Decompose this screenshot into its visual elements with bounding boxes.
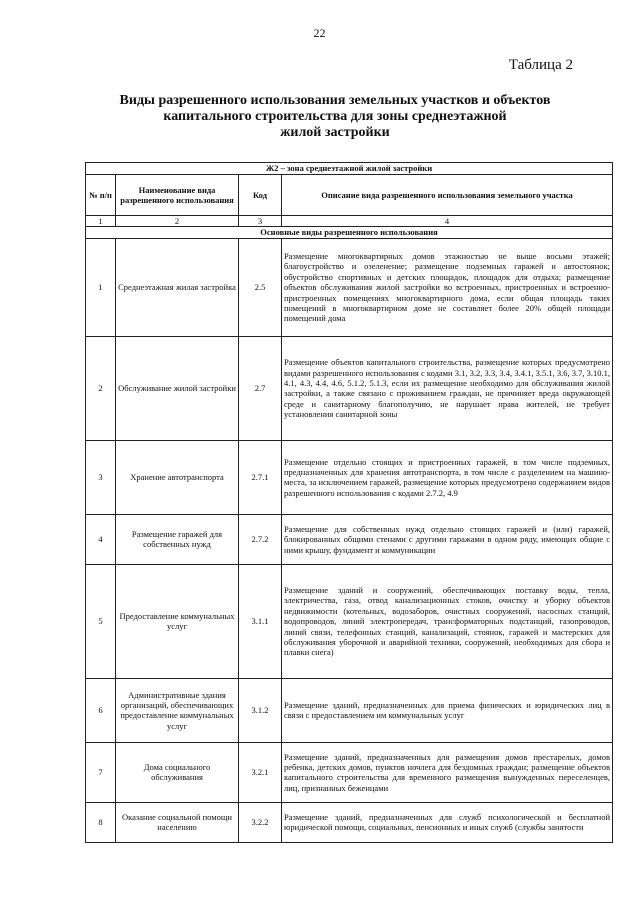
table-row bbox=[86, 564, 613, 678]
zone-title: Ж2 – зона среднеэтажной жилой застройки bbox=[86, 163, 613, 175]
row-code: 3.2.2 bbox=[239, 802, 282, 842]
row-name: Оказание социальной помощи населению bbox=[116, 802, 239, 842]
page-number: 22 bbox=[313, 26, 326, 40]
row-num: 3 bbox=[86, 440, 116, 514]
table-row bbox=[86, 802, 613, 842]
row-desc: Размещение объектов капитального строительства, размещение которых предусмотрено видами разрешенного использования с кодами 3.1, 3.2, 3.3, 3.4, 3.4.1, 3.5.1, 3.6, 3.7, 3.10.1, 4.1, 4.3, 4.4, 4.6, 5.1.2, 5.1.3, если их размещение необходимо для обслуживания жилой застройки, а также связано с проживанием граждан, не причиняет вреда окружающей среде и санитарному благополучию, не нарушает права жителей, не требует установления санитарной зоны bbox=[282, 336, 613, 440]
row-code: 2.5 bbox=[239, 238, 282, 336]
title-line: капитального строительства для зоны среднеэтажной bbox=[163, 109, 507, 124]
document-title bbox=[80, 93, 590, 141]
row-code: 2.7 bbox=[239, 336, 282, 440]
table-row bbox=[86, 336, 613, 440]
header-desc: Описание вида разрешенного использования земельного участка bbox=[282, 175, 613, 216]
column-number: 2 bbox=[116, 216, 239, 227]
table-row bbox=[86, 742, 613, 802]
row-code: 2.7.2 bbox=[239, 514, 282, 564]
row-code: 2.7.1 bbox=[239, 440, 282, 514]
row-desc: Размещение отдельно стоящих и пристроенных гаражей, в том числе подземных, предназначенных для хранения автотранспорта, в том числе с разделением на машино-места, за исключением гаражей, размещение которых предусмотрено содержанием видов разрешенного использования с кодами 2.7.2, 4.9 bbox=[282, 440, 613, 514]
row-code: 3.2.1 bbox=[239, 742, 282, 802]
row-name: Размещение гаражей для собственных нужд bbox=[116, 514, 239, 564]
row-num: 6 bbox=[86, 678, 116, 742]
row-name: Хранение автотранспорта bbox=[116, 440, 239, 514]
row-desc: Размещение зданий, предназначенных для служб психологической и бесплатной юридической помощи, социальных, пенсионных и иных служб (службы занятости bbox=[282, 802, 613, 842]
row-name: Предоставление коммунальных услуг bbox=[116, 564, 239, 678]
row-num: 8 bbox=[86, 802, 116, 842]
row-num: 2 bbox=[86, 336, 116, 440]
row-num: 4 bbox=[86, 514, 116, 564]
header-code: Код bbox=[239, 175, 282, 216]
column-number: 4 bbox=[282, 216, 613, 227]
table-row bbox=[86, 514, 613, 564]
row-num: 7 bbox=[86, 742, 116, 802]
header-name: Наименование вида разрешенного использования bbox=[116, 175, 239, 216]
table-row bbox=[86, 238, 613, 336]
row-code: 3.1.2 bbox=[239, 678, 282, 742]
row-desc: Размещение для собственных нужд отдельно стоящих гаражей и (или) гаражей, блокированных общими стенами с другими гаражами в одном ряду, имеющих общие с ними крышу, фундамент и коммуникации bbox=[282, 514, 613, 564]
row-num: 5 bbox=[86, 564, 116, 678]
row-desc: Размещение зданий, предназначенных для приема физических и юридических лиц в связи с предоставлением им коммунальных услуг bbox=[282, 678, 613, 742]
row-num: 1 bbox=[86, 238, 116, 336]
row-name: Административные здания организаций, обеспечивающих предоставление коммунальных услуг bbox=[116, 678, 239, 742]
row-name: Дома социального обслуживания bbox=[116, 742, 239, 802]
title-line: Виды разрешенного использования земельных участков и объектов bbox=[119, 93, 551, 108]
row-name: Среднеэтажная жилая застройка bbox=[116, 238, 239, 336]
row-code: 3.1.1 bbox=[239, 564, 282, 678]
title-line: жилой застройки bbox=[280, 125, 390, 140]
row-desc: Размещение зданий, предназначенных для размещения домов престарелых, домов ребенка, детских домов, пунктов ночлега для бездомных граждан; размещение объектов капитального строительства для временного размещения вынужденных переселенцев, лиц, признанных беженцами bbox=[282, 742, 613, 802]
section-title: Основные виды разрешенного использования bbox=[86, 227, 613, 238]
header-num: № п/п bbox=[86, 175, 116, 216]
column-number: 3 bbox=[239, 216, 282, 227]
table-label: Таблица 2 bbox=[508, 57, 573, 73]
land-use-table bbox=[85, 162, 613, 843]
column-number: 1 bbox=[86, 216, 116, 227]
row-name: Обслуживание жилой застройки bbox=[116, 336, 239, 440]
table-row bbox=[86, 440, 613, 514]
table-row bbox=[86, 678, 613, 742]
row-desc: Размещение многоквартирных домов этажностью не выше восьми этажей; благоустройство и озеленение; размещение подземных гаражей и автостоянок; обустройство спортивных и детских площадок, площадок для отдыха; размещение объектов обслуживания жилой застройки во встроенных, пристроенных и встроенно-пристроенных помещениях многоквартирного дома, если общая площадь таких помещений в многоквартирном доме не составляет более 20% общей площади помещений дома bbox=[282, 238, 613, 336]
row-desc: Размещение зданий и сооружений, обеспечивающих поставку воды, тепла, электричества, газа, отвод канализационных стоков, очистку и уборку объектов недвижимости (котельных, водозаборов, очистных сооружений, насосных станций, водопроводов, линий электропередач, трансформаторных подстанций, газопроводов, линий связи, телефонных станций, канализаций, стоянок, гаражей и мастерских для обслуживания уборочной и аварийной техники, сооружений, необходимых для сбора и плавки снега) bbox=[282, 564, 613, 678]
